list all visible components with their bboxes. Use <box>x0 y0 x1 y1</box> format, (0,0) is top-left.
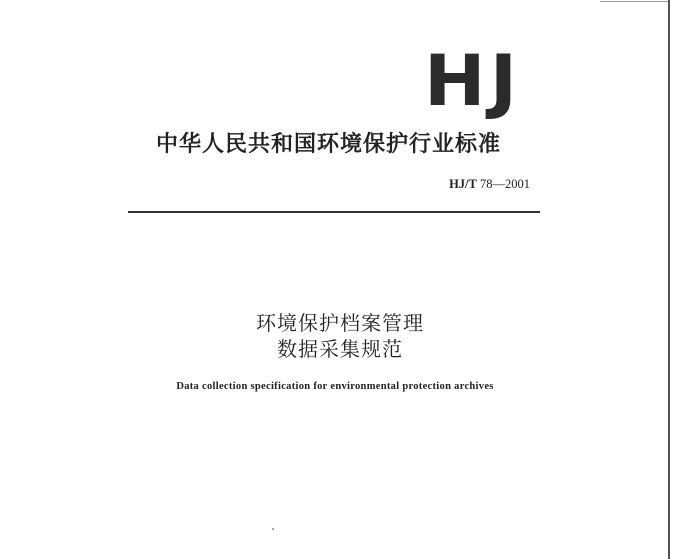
hj-logo: HJ <box>424 40 522 122</box>
document-title-line2: 数据采集规范 <box>277 337 403 361</box>
organization-title: 中华人民共和国环境保护行业标准 <box>156 132 502 157</box>
page-right-edge <box>668 0 670 559</box>
page-top-edge <box>600 1 668 2</box>
document-title <box>150 310 530 362</box>
document-title-line1: 环境保护档案管理 <box>256 311 424 335</box>
standard-code-number: 78—2001 <box>480 177 530 191</box>
scan-speck <box>272 528 274 530</box>
standard-code <box>420 176 530 192</box>
english-title: Data collection specification for environmental protection archives <box>176 381 494 392</box>
header-divider <box>128 211 540 213</box>
standard-code-prefix: HJ/T <box>449 177 477 191</box>
